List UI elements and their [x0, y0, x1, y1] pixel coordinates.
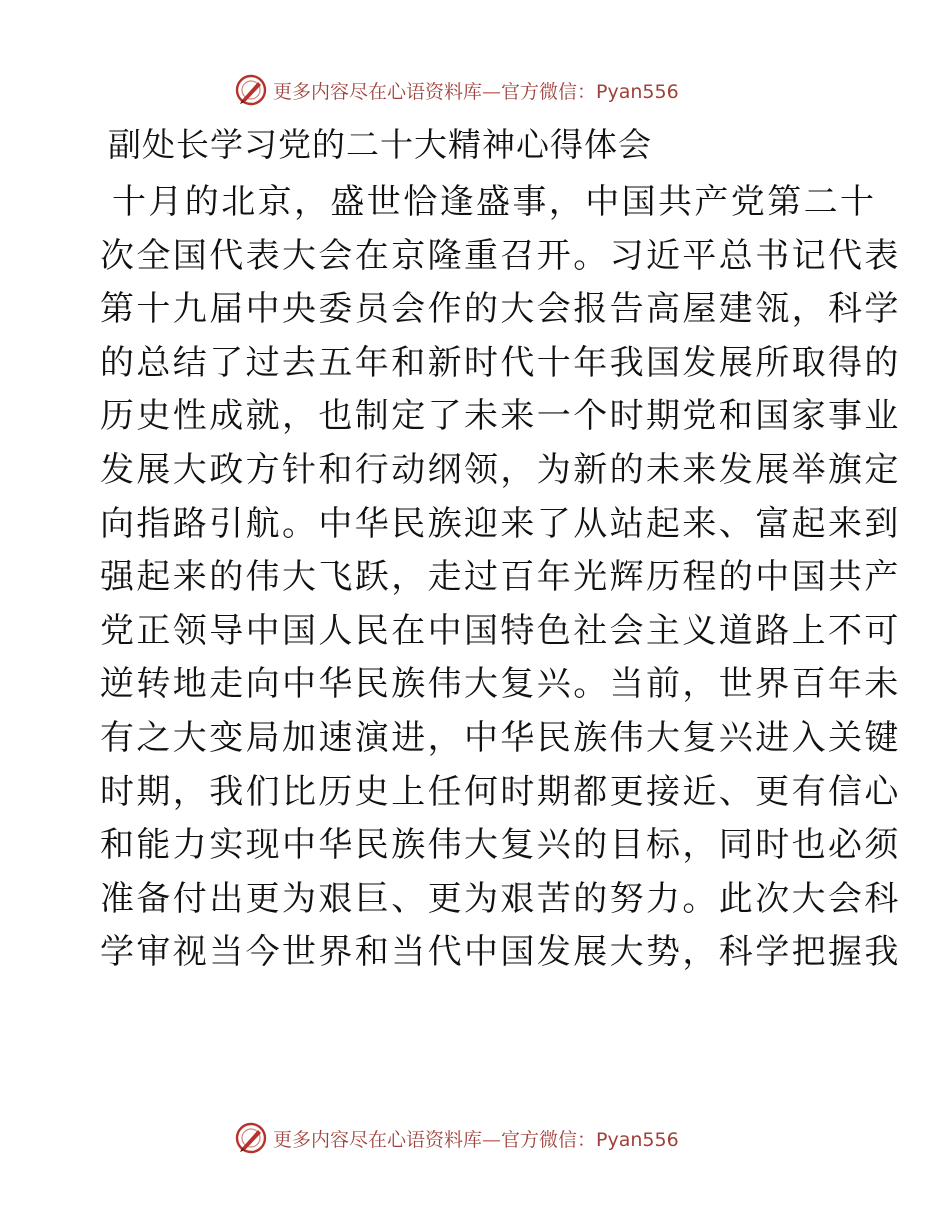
footer-banner — [234, 1120, 679, 1156]
paragraph-line: 学审视当今世界和当代中国发展大势，科学把握我 — [100, 932, 901, 973]
pen-logo-icon — [234, 1121, 268, 1155]
banner-text: 更多内容尽在心语资料库—官方微信：Pyan556 — [273, 80, 679, 103]
paragraph-line: 第十九届中央委员会作的大会报告高屋建瓴，科学 — [100, 289, 901, 330]
paragraph-line: 十月的北京，盛世恰逢盛事，中国共产党第二十 — [112, 182, 877, 222]
paragraph-line: 历史性成就，也制定了未来一个时期党和国家事业 — [100, 396, 901, 437]
pen-logo-icon — [234, 73, 268, 107]
paragraph-line: 逆转地走向中华民族伟大复兴。当前，世界百年未 — [100, 664, 901, 705]
paragraph-line: 向指路引航。中华民族迎来了从站起来、富起来到 — [100, 503, 901, 544]
paragraph-line: 时期，我们比历史上任何时期都更接近、更有信心 — [100, 771, 901, 812]
paragraph-line: 有之大变局加速演进，中华民族伟大复兴进入关键 — [100, 717, 901, 758]
paragraph-line: 发展大政方针和行动纲领，为新的未来发展举旗定 — [100, 449, 901, 490]
wechat-id: Pyan556 — [596, 80, 679, 103]
wechat-id: Pyan556 — [596, 1128, 679, 1151]
page-title: 副处长学习党的二十大精神心得体会 — [108, 125, 652, 164]
paragraph-line: 强起来的伟大飞跃，走过百年光辉历程的中国共产 — [100, 557, 901, 598]
paragraph-line: 和能力实现中华民族伟大复兴的目标，同时也必须 — [100, 825, 901, 866]
document-body — [100, 176, 901, 980]
paragraph-line: 党正领导中国人民在中国特色社会主义道路上不可 — [100, 610, 901, 651]
header-banner — [234, 72, 679, 108]
banner-text: 更多内容尽在心语资料库—官方微信：Pyan556 — [273, 1128, 679, 1151]
paragraph-line: 准备付出更为艰巨、更为艰苦的努力。此次大会科 — [100, 878, 901, 919]
paragraph-line: 次全国代表大会在京隆重召开。习近平总书记代表 — [100, 235, 901, 276]
paragraph-line: 的总结了过去五年和新时代十年我国发展所取得的 — [100, 342, 901, 383]
